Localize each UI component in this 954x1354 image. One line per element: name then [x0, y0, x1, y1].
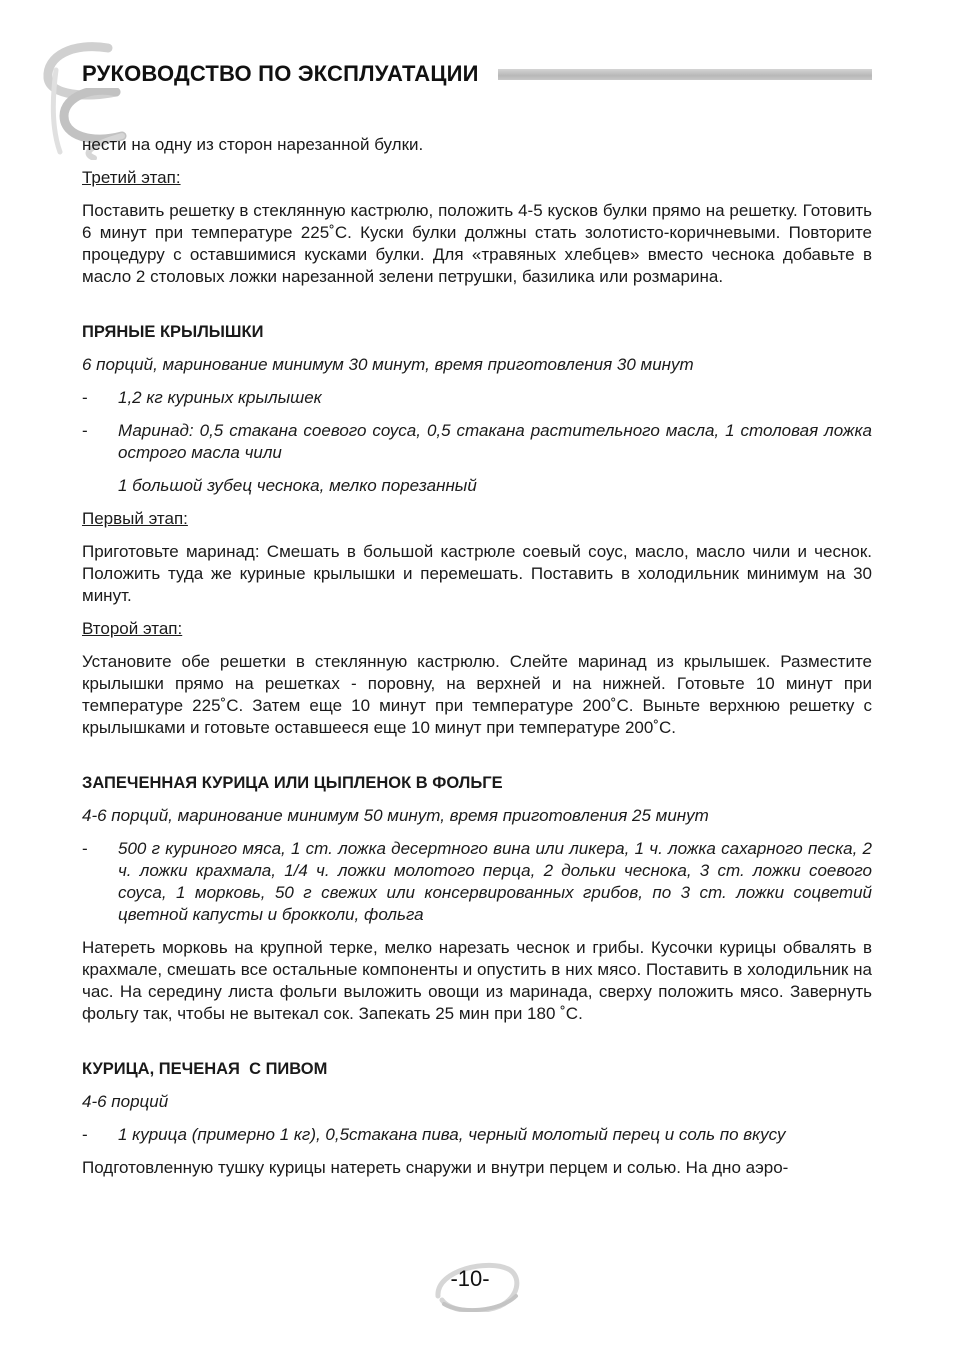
- recipe-spicy-wings: [82, 321, 872, 739]
- stage3-title: Третий этап:: [82, 168, 181, 187]
- page-number-badge: [430, 1256, 526, 1312]
- stage1-text: Приготовьте маринад: Смешать в большой кастрюле соевый соус, масло, масло чили и чеснок. Положить туда же куриные крылышки и перемешать. Поставить в холодильник минимум на 30 минут.: [82, 542, 872, 605]
- stage1-title: Первый этап:: [82, 509, 188, 528]
- recipe-title: ЗАПЕЧЕННАЯ КУРИЦА ИЛИ ЦЫПЛЕНОК В ФОЛЬГЕ: [82, 774, 503, 792]
- header-rule-bar: [498, 69, 872, 80]
- recipe-meta: 6 порций, маринование минимум 30 минут, время приготовления 30 минут: [82, 355, 694, 374]
- list-dash: -: [82, 839, 88, 858]
- list-dash: -: [82, 388, 88, 407]
- recipe-text: Натереть морковь на крупной терке, мелко нарезать чеснок и грибы. Кусочки курицы обвалять в крахмале, смешать все остальные компоненты и опустить в них мясо. Поставить в холодильник на час. На середину листа фольги выложить овощи из маринада, сверху положить мясо. Завернуть фольгу так, чтобы не вытекал сок. Запекать 25 мин при 180 ˚С.: [82, 938, 872, 1023]
- intro-continuation: нести на одну из сторон нарезанной булки.: [82, 135, 424, 154]
- recipe-meta: 4-6 порций: [82, 1092, 169, 1111]
- ingredient-extra: 1 большой зубец чеснока, мелко порезанный: [118, 476, 477, 495]
- recipe-beer-chicken: [82, 1058, 872, 1179]
- recipe-title: ПРЯНЫЕ КРЫЛЫШКИ: [82, 323, 264, 341]
- page-number: -10-: [450, 1266, 490, 1291]
- list-dash: -: [82, 1125, 88, 1144]
- ingredient-item: - 1,2 кг куриных крылышек: [82, 388, 322, 407]
- stage2-text: Установите обе решетки в стеклянную кастрюлю. Слейте маринад из крылышек. Разместите крылышки прямо на решетках - поровну, на верхней и на нижней. Готовьте 10 минут при температуре 225˚С. Затем еще 10 минут при температуре 200˚С. Выньте верхнюю решетку с крылышками и готовьте оставшееся еще 10 минут при температуре 200˚С.: [82, 652, 872, 737]
- recipe-text: Подготовленную тушку курицы натереть снаружи и внутри перцем и солью. На дно аэро-: [82, 1158, 789, 1177]
- ingredient-item: - 1 курица (примерно 1 кг), 0,5стакана пива, черный молотый перец и соль по вкусу: [82, 1125, 786, 1144]
- document-body: [82, 134, 872, 1179]
- recipe-meta: 4-6 порций, маринование минимум 50 минут, время приготовления 25 минут: [82, 806, 709, 825]
- ingredient-item: - 500 г куриного мяса, 1 ст. ложка десертного вина или ликера, 1 ч. ложка сахарного песка, 2 ч. ложки крахмала, 1/4 ч. ложки молотого перца, 2 дольки чеснока, 3 ст. ложки соевого соуса, 1 морковь, 50 г свежих или консервированных грибов, по 3 ст. ложки соцветий цветной капусты и брокколи, фольга: [82, 839, 872, 924]
- page-title: РУКОВОДСТВО ПО ЭКСПЛУАТАЦИИ: [82, 60, 483, 88]
- stage2-title: Второй этап:: [82, 619, 183, 638]
- ingredient-item: - Маринад: 0,5 стакана соевого соуса, 0,5 стакана растительного масла, 1 столовая ложка острого масла чили: [82, 421, 872, 462]
- list-dash: -: [82, 421, 88, 440]
- recipe-title: КУРИЦА, ПЕЧЕНАЯ С ПИВОМ: [82, 1060, 328, 1078]
- stage3-text: Поставить решетку в стеклянную кастрюлю, положить 4-5 кусков булки прямо на решетку. Готовить 6 минут при температуре 225˚С. Куски булки должны стать золотисто-коричневыми. Повторите процедуру с оставшимися кусками булки. Для «травяных хлебцев» вместо чеснока добавьте в масло 2 столовых ложки нарезанной зелени петрушки, базилика или розмарина.: [82, 201, 872, 286]
- recipe-foil-chicken: [82, 772, 872, 1025]
